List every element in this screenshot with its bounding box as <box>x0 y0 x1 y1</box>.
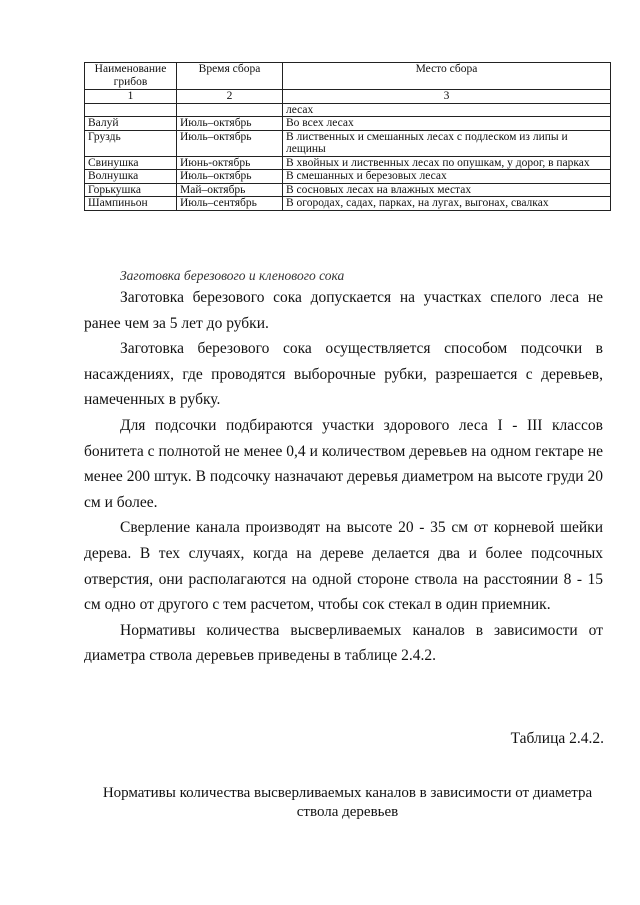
header-cell-place: Место сбора <box>283 63 611 90</box>
table-row <box>85 130 611 156</box>
column-number: 1 <box>85 90 177 104</box>
table-header-row <box>85 63 611 90</box>
table-cell: В огородах, садах, парках, на лугах, выгонах, свалках <box>283 197 611 211</box>
table-cell: Во всех лесах <box>283 117 611 131</box>
table-cell: Июль–октябрь <box>177 117 283 131</box>
table-row <box>85 156 611 170</box>
table-row <box>85 183 611 197</box>
table-row <box>85 117 611 131</box>
table-cell: Груздь <box>85 130 177 156</box>
table-cell: Валуй <box>85 117 177 131</box>
table-cell: Свинушка <box>85 156 177 170</box>
table-title: Нормативы количества высверливаемых каналов в зависимости от диаметра ствола деревьев <box>102 785 593 820</box>
table-cell: Июнь-октябрь <box>177 156 283 170</box>
paragraph: Заготовка березового сока осуществляется способом подсочки в насаждениях, где проводятся выборочные рубки, разрешается с деревьев, намеченных в рубку. <box>84 340 603 409</box>
column-number: 3 <box>283 90 611 104</box>
table-cell: В смешанных и березовых лесах <box>283 170 611 184</box>
table-cell: В хвойных и лиственных лесах по опушкам, у дорог, в парках <box>283 156 611 170</box>
paragraph: Сверление канала производят на высоте 20 - 35 см от корневой шейки дерева. В тех случаях, когда на дереве делается два и более подсочных отверстия, они располагаются на одной стороне ствола на расстоянии 8 - 15 см одно от другого с тем расчетом, чтобы сок стекал в один приемник. <box>84 519 603 614</box>
paragraph: Для подсочки подбираются участки здорового леса I - III классов бонитета с полнотой не менее 0,4 и количеством деревьев на одном гектаре не менее 200 штук. В подсочку назначают деревья диаметром на высоте груди 20 см и более. <box>84 416 603 511</box>
table-caption: Таблица 2.4.2. <box>510 730 604 747</box>
table-row <box>85 197 611 211</box>
table-cell: В лиственных и смешанных лесах с подлеском из липы и лещины <box>283 130 611 156</box>
table-cell: Июль–октябрь <box>177 130 283 156</box>
paragraph: Заготовка березового сока допускается на участках спелого леса не ранее чем за 5 лет до рубки. <box>84 289 603 332</box>
table-cell: Шампиньон <box>85 197 177 211</box>
table-cell <box>85 103 177 117</box>
header-cell-name: Наименование грибов <box>85 63 177 90</box>
table-cell: Май–октябрь <box>177 183 283 197</box>
section-heading: Заготовка березового и кленового сока <box>120 268 345 283</box>
table-row <box>85 170 611 184</box>
table-row <box>85 103 611 117</box>
column-number: 2 <box>177 90 283 104</box>
table-number-row <box>85 90 611 104</box>
mushroom-table <box>84 62 611 211</box>
body-text <box>84 285 603 669</box>
table-cell <box>177 103 283 117</box>
paragraph: Нормативы количества высверливаемых каналов в зависимости от диаметра ствола деревьев приведены в таблице 2.4.2. <box>84 621 603 665</box>
table-cell: Июль–октябрь <box>177 170 283 184</box>
table-cell: Горькушка <box>85 183 177 197</box>
table-cell: Июль–сентябрь <box>177 197 283 211</box>
table-cell: Волнушка <box>85 170 177 184</box>
header-cell-time: Время сбора <box>177 63 283 90</box>
table-cell: В сосновых лесах на влажных местах <box>283 183 611 197</box>
table-cell-continuation: лесах <box>283 103 611 117</box>
